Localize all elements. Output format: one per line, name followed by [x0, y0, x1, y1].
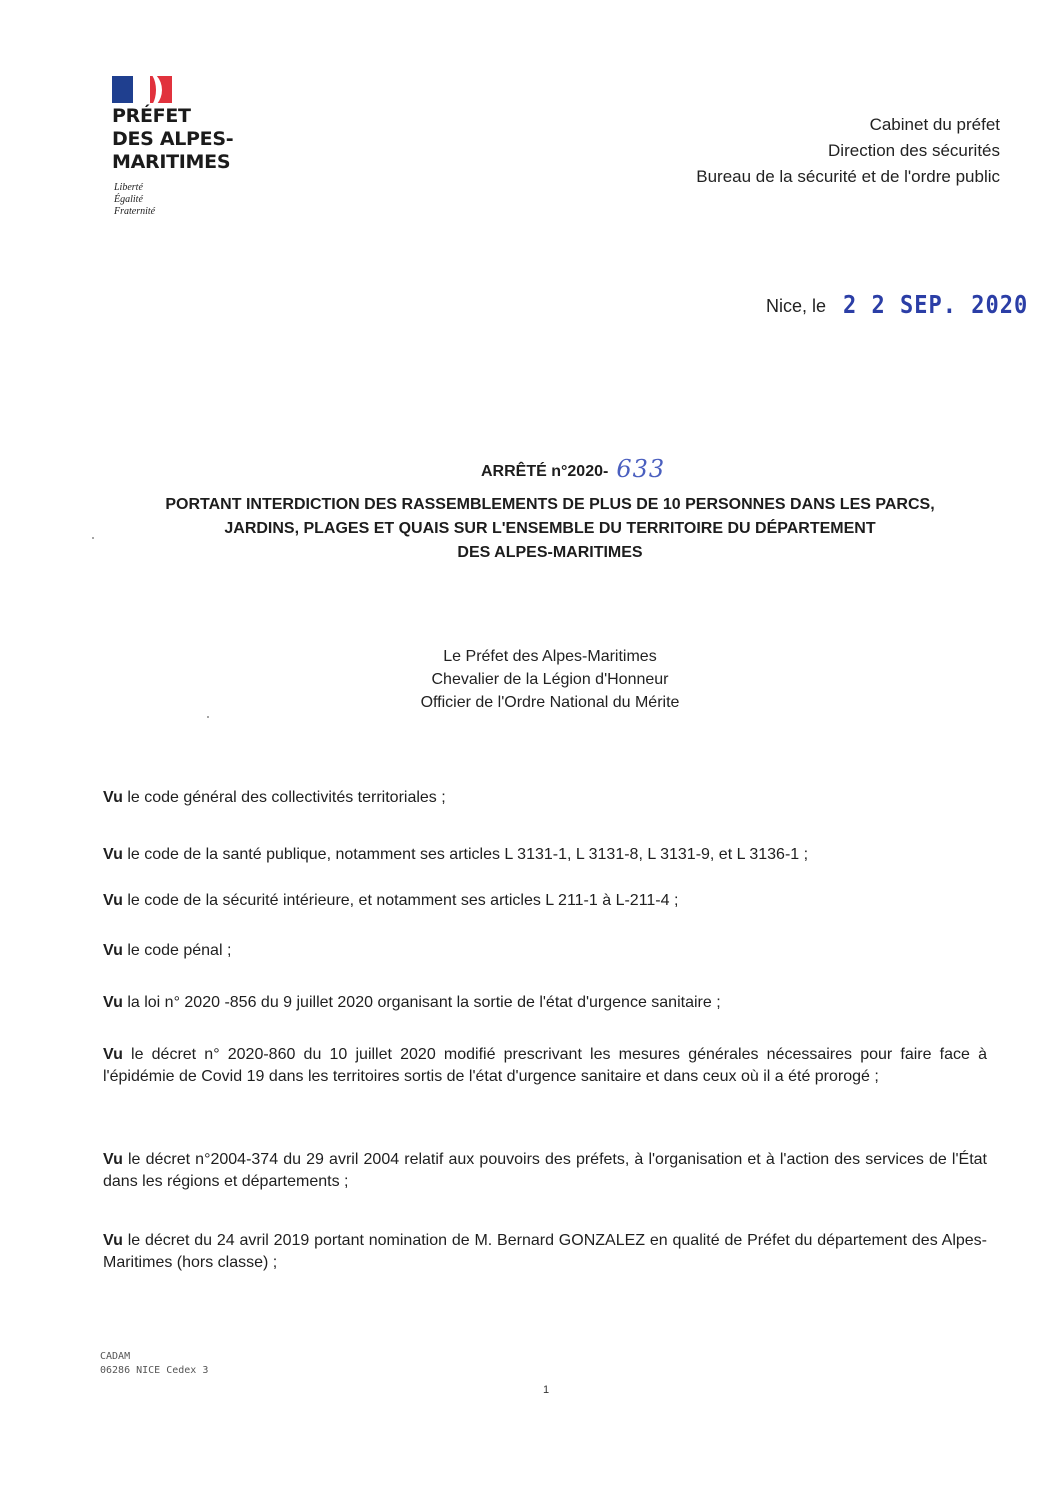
visa-vu: Vu [103, 1046, 123, 1063]
title-line-3: DES ALPES-MARITIMES [457, 544, 643, 561]
visa-text: la loi n° 2020 -856 du 9 juillet 2020 organisant la sortie de l'état d'urgence sanitaire ; [127, 994, 721, 1011]
motto-egalite: Égalité [114, 194, 143, 205]
visa-paragraph [103, 844, 987, 866]
visa-vu: Vu [103, 789, 123, 806]
visa-paragraph [103, 940, 987, 962]
arrete-title [110, 493, 990, 565]
title-line-2: JARDINS, PLAGES ET QUAIS SUR L'ENSEMBLE DU TERRITOIRE DU DÉPARTEMENT [224, 520, 876, 537]
visa-text: le décret du 24 avril 2019 portant nomination de M. Bernard GONZALEZ en qualité de Préfet du département des Alpes-Maritimes (hors classe) ; [103, 1232, 987, 1271]
date-stamp: 2 2 SEP. 2020 [843, 291, 1029, 320]
service-line-1: Cabinet du préfet [869, 115, 1000, 134]
visa-vu: Vu [103, 1232, 123, 1249]
visa-paragraph [103, 890, 987, 912]
prefecture-logo-text [112, 105, 233, 174]
issuing-service [696, 112, 1000, 190]
scan-speck [207, 716, 209, 718]
address-line-1: CADAM [100, 1351, 131, 1362]
prefet-line-1: Le Préfet des Alpes-Maritimes [443, 648, 657, 665]
motto-liberte: Liberté [114, 182, 143, 193]
motto-fraternite: Fraternité [114, 206, 156, 217]
visa-text: le décret n°2004-374 du 29 avril 2004 relatif aux pouvoirs des préfets, à l'organisation et à l'action des services de l'État dans les régions et départements ; [103, 1151, 988, 1190]
arrete-number [481, 454, 665, 482]
visa-vu: Vu [103, 942, 123, 959]
marianne-flag-logo [112, 76, 172, 103]
visa-vu: Vu [103, 1151, 123, 1168]
service-line-3: Bureau de la sécurité et de l'ordre public [696, 167, 1000, 186]
arrete-label: ARRÊTÉ n°2020- [481, 463, 609, 480]
visa-vu: Vu [103, 892, 123, 909]
visa-paragraph [103, 1149, 987, 1193]
visa-text: le code pénal ; [127, 942, 232, 959]
visa-paragraph [103, 1044, 987, 1088]
date-prefix: Nice, le [766, 296, 827, 316]
prefet-titles [300, 645, 800, 714]
postal-address [100, 1350, 208, 1378]
visa-text: le code de la sécurité intérieure, et notamment ses articles L 211-1 à L-211-4 ; [127, 892, 679, 909]
logo-line-3: MARITIMES [112, 151, 231, 173]
logo-line-1: PRÉFET [112, 105, 191, 127]
title-line-1: PORTANT INTERDICTION DES RASSEMBLEMENTS DE PLUS DE 10 PERSONNES DANS LES PARCS, [165, 496, 935, 513]
service-line-2: Direction des sécurités [828, 141, 1000, 160]
visa-text: le code de la santé publique, notamment ses articles L 3131-1, L 3131-8, L 3131-9, et L 3136-1 ; [127, 846, 809, 863]
logo-line-2: DES ALPES- [112, 128, 234, 150]
visa-text: le code général des collectivités territoriales ; [127, 789, 446, 806]
prefet-line-2: Chevalier de la Légion d'Honneur [431, 671, 669, 688]
prefet-line-3: Officier de l'Ordre National du Mérite [420, 694, 680, 711]
address-line-2: 06286 NICE Cedex 3 [100, 1365, 209, 1376]
visa-vu: Vu [103, 846, 123, 863]
republic-motto [114, 182, 155, 218]
visa-paragraph [103, 787, 987, 809]
visa-paragraph [103, 992, 987, 1014]
visa-paragraph [103, 1230, 987, 1274]
document-date [766, 293, 1028, 318]
handwritten-number: 633 [616, 455, 666, 483]
visa-vu: Vu [103, 994, 123, 1011]
page-number: 1 [543, 1384, 550, 1396]
scan-speck [92, 537, 94, 539]
visa-text: le décret n° 2020-860 du 10 juillet 2020 modifié prescrivant les mesures générales nécessaires pour faire face à l'épidémie de Covid 19 dans les territoires sortis de l'état d'urgence sanitaire et dans ceux où il a été prorogé ; [103, 1046, 987, 1085]
